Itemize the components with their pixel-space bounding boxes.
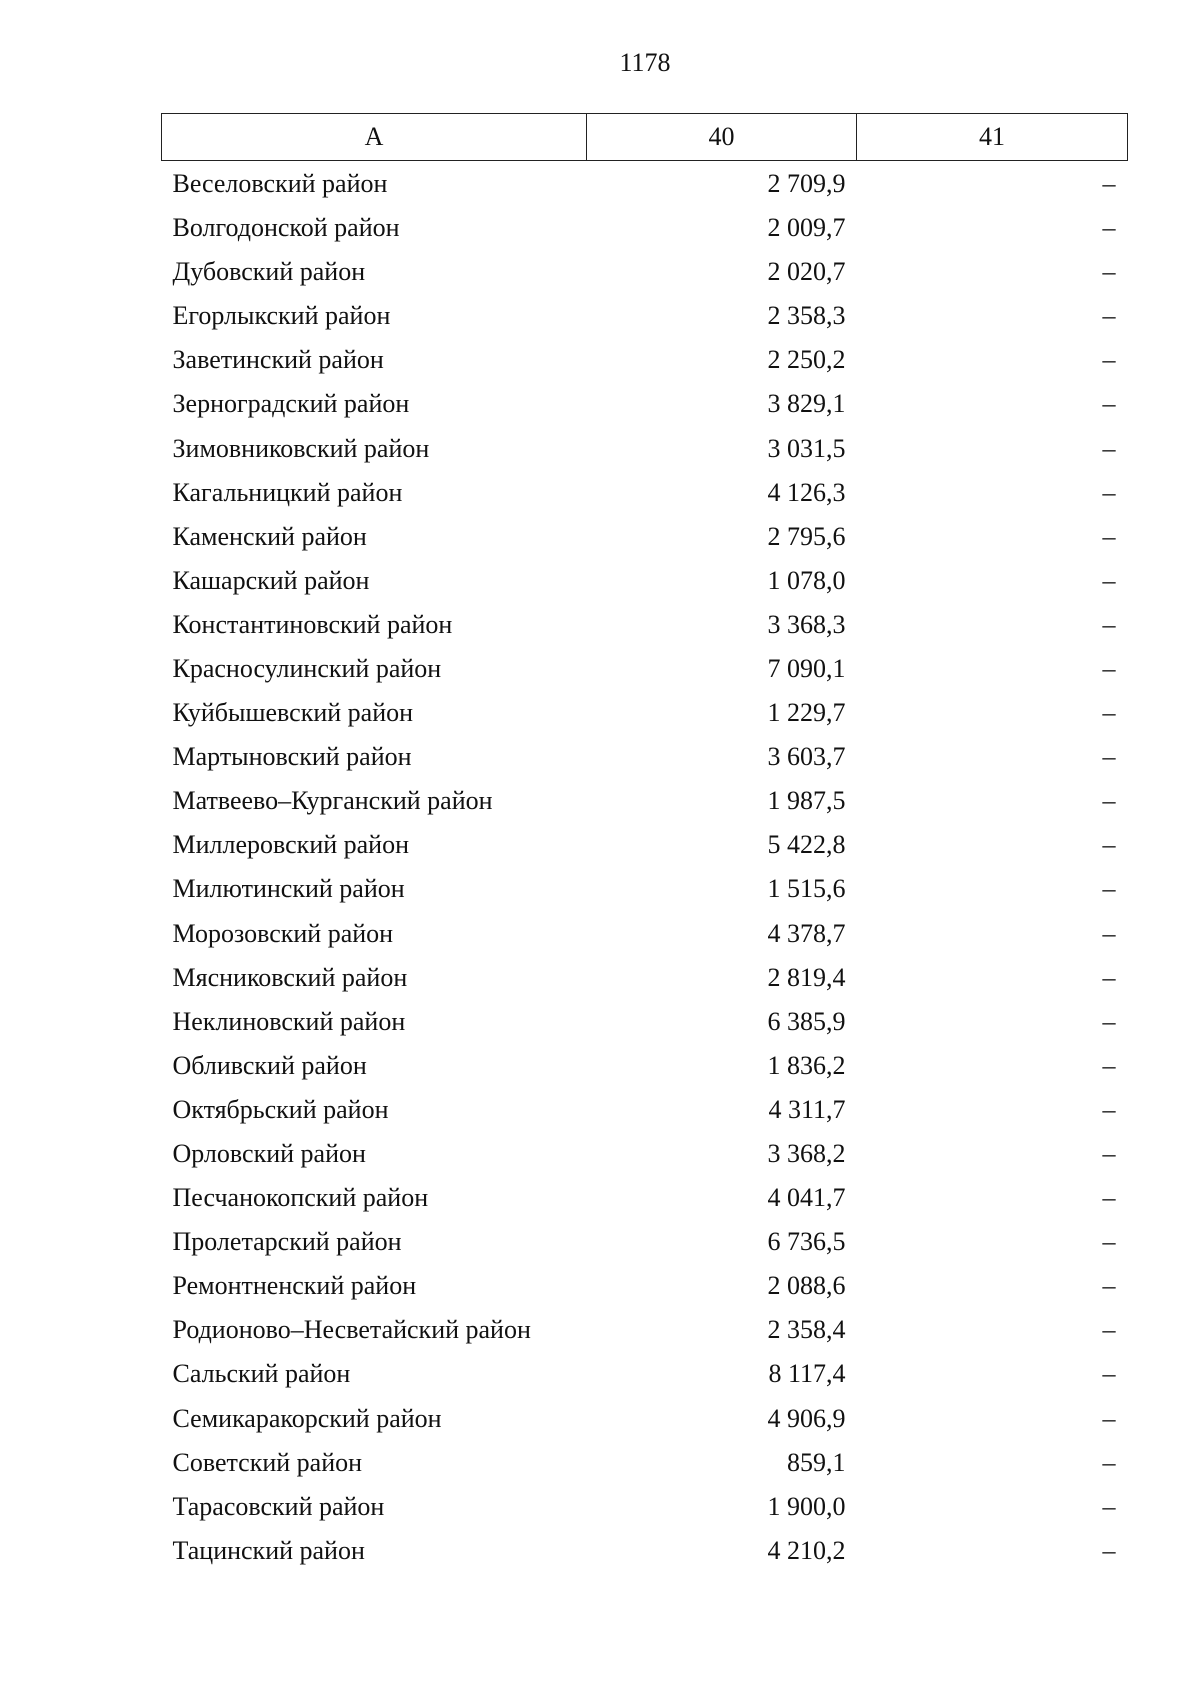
district-name-cell: Егорлыкский район — [172, 301, 391, 331]
column-40-value-cell: 1 229,7 — [767, 698, 846, 728]
column-40-value-cell: 3 368,2 — [767, 1139, 846, 1169]
column-40-value-cell: 2 250,2 — [767, 345, 846, 375]
district-name-cell: Куйбышевский район — [172, 698, 414, 728]
column-40-value-cell: 859,1 — [787, 1447, 846, 1477]
district-name-cell: Веселовский район — [172, 168, 388, 198]
column-40-value-cell: 1 515,6 — [767, 874, 846, 904]
district-name-cell: Семикаракорский район — [172, 1403, 442, 1433]
column-41-value-cell: – — [1102, 1227, 1116, 1257]
column-41-value-cell: – — [1102, 1359, 1116, 1389]
table-row — [162, 823, 1128, 867]
column-41-value-cell: – — [1102, 168, 1116, 198]
table-row — [162, 912, 1128, 956]
column-41-value-cell: – — [1102, 653, 1116, 683]
column-41-value-cell: – — [1102, 477, 1116, 507]
district-name-cell: Дубовский район — [172, 257, 366, 287]
column-40-value-cell: 3 829,1 — [767, 389, 846, 419]
column-header-a: А — [162, 114, 587, 161]
column-41-value-cell: – — [1102, 1050, 1116, 1080]
table-row — [162, 206, 1128, 250]
column-41-value-cell: – — [1102, 962, 1116, 992]
district-name-cell: Мясниковский район — [172, 962, 408, 992]
district-name-cell: Орловский район — [172, 1139, 366, 1169]
table-row — [162, 471, 1128, 515]
district-name-cell: Милютинский район — [172, 874, 405, 904]
table-row — [162, 1000, 1128, 1044]
district-name-cell: Матвеево–Курганский район — [172, 786, 493, 816]
column-40-value-cell: 3 368,3 — [767, 609, 846, 639]
column-40-value-cell: 2 088,6 — [767, 1271, 846, 1301]
column-41-value-cell: – — [1102, 874, 1116, 904]
district-name-cell: Красносулинский район — [172, 653, 442, 683]
district-name-cell: Волгодонской район — [172, 213, 400, 243]
district-name-cell: Кагальницкий район — [172, 477, 403, 507]
column-40-value-cell: 2 009,7 — [767, 213, 846, 243]
column-41-value-cell: – — [1102, 345, 1116, 375]
column-41-value-cell: – — [1102, 213, 1116, 243]
table-row — [162, 647, 1128, 691]
district-name-cell: Советский район — [172, 1447, 363, 1477]
column-40-value-cell: 4 041,7 — [767, 1183, 846, 1213]
table-row — [162, 1264, 1128, 1308]
district-name-cell: Неклиновский район — [172, 1006, 406, 1036]
table-row — [162, 1132, 1128, 1176]
table-row — [162, 515, 1128, 559]
district-name-cell: Каменский район — [172, 521, 367, 551]
table-row — [162, 779, 1128, 823]
column-41-value-cell: – — [1102, 389, 1116, 419]
district-name-cell: Тарасовский район — [172, 1491, 385, 1521]
data-table — [161, 113, 1128, 1573]
column-40-value-cell: 4 378,7 — [767, 918, 846, 948]
column-41-value-cell: – — [1102, 1447, 1116, 1477]
district-name-cell: Мартыновский район — [172, 742, 412, 772]
table-row — [162, 1441, 1128, 1485]
column-40-value-cell: 2 819,4 — [767, 962, 846, 992]
table-row — [162, 1176, 1128, 1220]
table-row — [162, 1088, 1128, 1132]
column-40-value-cell: 2 358,3 — [767, 301, 846, 331]
table-row — [162, 1220, 1128, 1264]
column-41-value-cell: – — [1102, 609, 1116, 639]
column-41-value-cell: – — [1102, 742, 1116, 772]
column-40-value-cell: 6 736,5 — [767, 1227, 846, 1257]
district-name-cell: Морозовский район — [172, 918, 394, 948]
column-41-value-cell: – — [1102, 1139, 1116, 1169]
table-row — [162, 382, 1128, 426]
column-40-value-cell: 8 117,4 — [768, 1359, 846, 1389]
column-40-value-cell: 3 031,5 — [767, 433, 846, 463]
column-40-value-cell: 1 900,0 — [767, 1491, 846, 1521]
table-row — [162, 559, 1128, 603]
column-41-value-cell: – — [1102, 433, 1116, 463]
column-40-value-cell: 6 385,9 — [767, 1006, 846, 1036]
district-name-cell: Песчанокопский район — [172, 1183, 429, 1213]
table-row — [162, 338, 1128, 382]
district-name-cell: Родионово–Несветайский район — [172, 1315, 531, 1345]
table-row — [162, 956, 1128, 1000]
table-row — [162, 867, 1128, 911]
column-41-value-cell: – — [1102, 830, 1116, 860]
table-body — [162, 161, 1128, 1573]
table-row — [162, 1044, 1128, 1088]
column-41-value-cell: – — [1102, 1006, 1116, 1036]
column-40-value-cell: 3 603,7 — [767, 742, 846, 772]
column-41-value-cell: – — [1102, 257, 1116, 287]
district-name-cell: Миллеровский район — [172, 830, 410, 860]
column-41-value-cell: – — [1102, 1094, 1116, 1124]
table-row — [162, 1397, 1128, 1441]
district-name-cell: Зерноградский район — [172, 389, 410, 419]
column-40-value-cell: 1 836,2 — [767, 1050, 846, 1080]
table-row — [162, 1485, 1128, 1529]
district-name-cell: Октябрьский район — [172, 1094, 389, 1124]
column-41-value-cell: – — [1102, 565, 1116, 595]
district-name-cell: Константиновский район — [172, 609, 453, 639]
column-40-value-cell: 4 311,7 — [768, 1094, 846, 1124]
column-40-value-cell: 5 422,8 — [767, 830, 846, 860]
table-header — [162, 114, 1128, 161]
district-name-cell: Кашарский район — [172, 565, 370, 595]
column-41-value-cell: – — [1102, 698, 1116, 728]
page-number: 1178 — [619, 48, 671, 77]
district-name-cell: Зимовниковский район — [172, 433, 430, 463]
table-row — [162, 735, 1128, 779]
table-row — [162, 1308, 1128, 1352]
district-name-cell: Обливский район — [172, 1050, 367, 1080]
column-41-value-cell: – — [1102, 1183, 1116, 1213]
column-40-value-cell: 2 020,7 — [767, 257, 846, 287]
table-row — [162, 294, 1128, 338]
column-41-value-cell: – — [1102, 1315, 1116, 1345]
column-41-value-cell: – — [1102, 521, 1116, 551]
district-name-cell: Заветинский район — [172, 345, 384, 375]
column-40-value-cell: 4 126,3 — [767, 477, 846, 507]
column-40-value-cell: 2 358,4 — [767, 1315, 846, 1345]
column-40-value-cell: 4 210,2 — [767, 1535, 846, 1565]
district-name-cell: Ремонтненский район — [172, 1271, 417, 1301]
table-row — [162, 603, 1128, 647]
column-header-40: 40 — [587, 114, 857, 161]
column-40-value-cell: 2 795,6 — [767, 521, 846, 551]
district-name-cell: Пролетарский район — [172, 1227, 402, 1257]
column-40-value-cell: 7 090,1 — [767, 653, 846, 683]
table-row — [162, 426, 1128, 470]
table-row — [162, 1529, 1128, 1573]
table-row — [162, 1352, 1128, 1396]
district-name-cell: Тацинский район — [172, 1535, 365, 1565]
column-41-value-cell: – — [1102, 301, 1116, 331]
column-41-value-cell: – — [1102, 786, 1116, 816]
column-41-value-cell: – — [1102, 1403, 1116, 1433]
column-40-value-cell: 1 987,5 — [767, 786, 846, 816]
column-40-value-cell: 2 709,9 — [767, 168, 846, 198]
column-40-value-cell: 1 078,0 — [767, 565, 846, 595]
column-header-41: 41 — [857, 114, 1128, 161]
district-name-cell: Сальский район — [172, 1359, 351, 1389]
table-row — [162, 161, 1128, 207]
header-row — [162, 114, 1128, 161]
column-41-value-cell: – — [1102, 1491, 1116, 1521]
column-41-value-cell: – — [1102, 1271, 1116, 1301]
table-row — [162, 250, 1128, 294]
column-41-value-cell: – — [1102, 918, 1116, 948]
column-41-value-cell: – — [1102, 1535, 1116, 1565]
table-row — [162, 691, 1128, 735]
column-40-value-cell: 4 906,9 — [767, 1403, 846, 1433]
